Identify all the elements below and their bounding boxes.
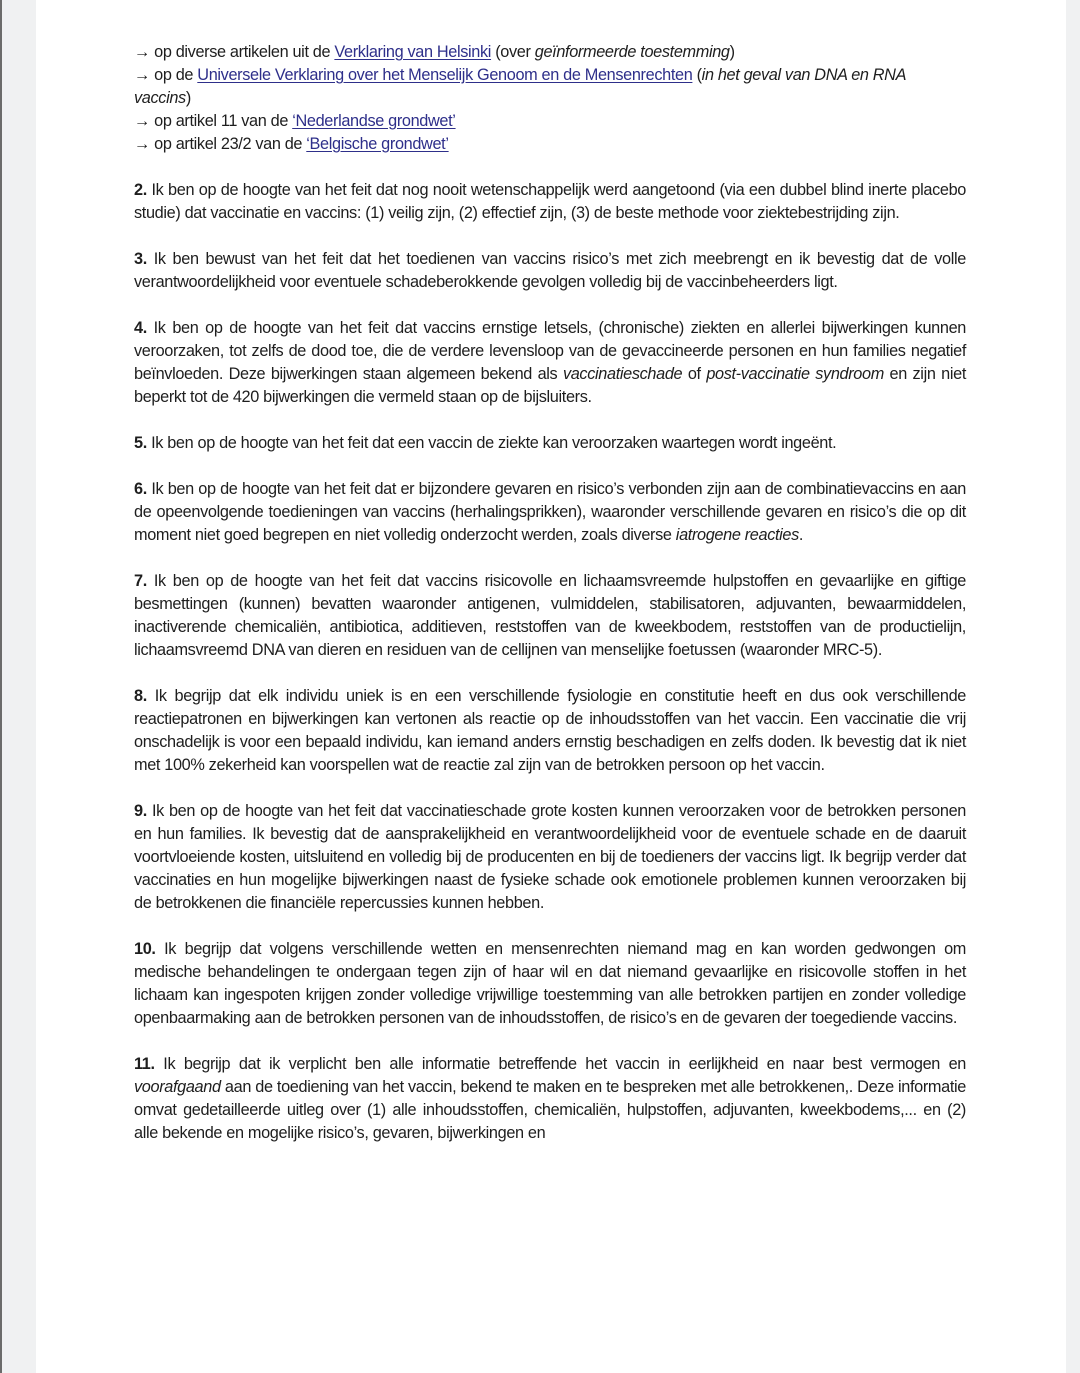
link-nederlandse-grondwet[interactable]: ‘Nederlandse grondwet’ bbox=[292, 112, 456, 130]
paragraph-9: 9. Ik ben op de hoogte van het feit dat vaccinatieschade grote kosten kunnen veroorzaken voor de betrokken personen en hun families. Ik bevestig dat de aansprakelijkheid en verantwoordelijkheid voor de eventuele schade en de daaruit voortvloeiende kosten, uitsluitend en volledig bij de producenten en bij de toedieners der vaccins ligt. Ik begrijp verder dat vaccinaties en hun mogelijke bijwerkingen naast de fysieke schade ook emotionele problemen kunnen veroorzaken bij de betrokkenen die financiële repercussies kunnen hebben. bbox=[134, 802, 966, 912]
link-universele-verklaring[interactable]: Universele Verklaring over het Menselijk Genoom en de Mensenrechten bbox=[197, 66, 693, 84]
paragraph-number: 8. bbox=[134, 687, 147, 705]
reference-line: → op de Universele Verklaring over het Menselijk Genoom en de Mensenrechten (in het geval van DNA en RNA vaccins) bbox=[134, 66, 906, 107]
reference-line: → op artikel 11 van de ‘Nederlandse grondwet’ bbox=[134, 112, 456, 130]
paragraph-2: 2. Ik ben op de hoogte van het feit dat nog nooit wetenschappelijk werd aangetoond (via een dubbel blind inerte placebo studie) dat vaccinatie en vaccins: (1) veilig zijn, (2) effectief zijn, (3) de beste methode voor ziektebestrijding zijn. bbox=[134, 181, 966, 222]
paragraph-4: 4. Ik ben op de hoogte van het feit dat vaccins ernstige letsels, (chronische) ziekten en allerlei bijwerkingen kunnen veroorzaken, tot zelfs de dood toe, die de verdere levensloop van de gevaccineerde personen en hun families negatief beïnvloeden. Deze bijwerkingen staan algemeen bekend als vaccinatieschade of post-vaccinatie syndroom en zijn niet beperkt tot de 420 bijwerkingen die vermeld staan op de bijsluiters. bbox=[134, 319, 966, 406]
viewer-edge-line bbox=[0, 0, 2, 1373]
paragraph-7: 7. Ik ben op de hoogte van het feit dat vaccins risicovolle en lichaamsvreemde hulpstoffen en gevaarlijke en giftige besmettingen (kunnen) bevatten waaronder antigenen, vulmiddelen, stabilisatoren, adjuvanten, bewaarmiddelen, inactiverende chemicaliën, antibiotica, additieven, reststoffen van de kweekbodem, reststoffen van de productielijn, lichaamsvreemd DNA van dieren en residuen van de cellijnen van menselijke foetussen (waaronder MRC-5). bbox=[134, 572, 966, 659]
link-verklaring-helsinki[interactable]: Verklaring van Helsinki bbox=[334, 43, 492, 61]
paragraph-6: 6. Ik ben op de hoogte van het feit dat er bijzondere gevaren en risico’s verbonden zijn aan de combinatievaccins en aan de opeenvolgende toedieningen van vaccins (herhalingsprikken), waaronder verschillende gevaren en risico’s die op dit moment niet goed begrepen en niet volledig onderzocht werden, zoals diverse iatrogene reacties. bbox=[134, 480, 966, 544]
arrow-icon: → bbox=[134, 43, 150, 61]
paragraph-10: 10. Ik begrijp dat volgens verschillende wetten en mensenrechten niemand mag en kan worden gedwongen om medische behandelingen te ondergaan tegen zijn of haar wil en dat niemand gevaarlijke en risicovolle stoffen in het lichaam kan ingespoten krijgen zonder volledige vrijwillige toestemming van alle betrokken partijen en zonder volledige openbaarmaking aan de betrokken personen van de inhoudsstoffen, de risico’s en de gevaren der toegediende vaccins. bbox=[134, 940, 966, 1027]
arrow-icon: → bbox=[134, 66, 150, 84]
arrow-icon: → bbox=[134, 112, 150, 130]
reference-line: → op diverse artikelen uit de Verklaring van Helsinki (over geïnformeerde toestemming) bbox=[134, 43, 735, 61]
paragraph-number: 11. bbox=[134, 1055, 155, 1073]
intro-references bbox=[134, 41, 966, 156]
paragraph-number: 3. bbox=[134, 250, 147, 268]
paragraph-number: 2. bbox=[134, 181, 147, 199]
paragraph-3: 3. Ik ben bewust van het feit dat het toedienen van vaccins risico’s met zich meebrengt en ik bevestig dat de volle verantwoordelijkheid voor eventuele schadeberokkende gevolgen volledig bij de vaccinbeheerders ligt. bbox=[134, 250, 966, 291]
paragraph-number: 7. bbox=[134, 572, 147, 590]
document-content bbox=[134, 41, 966, 1145]
reference-line: → op artikel 23/2 van de ‘Belgische grondwet’ bbox=[134, 135, 449, 153]
paragraph-number: 5. bbox=[134, 434, 147, 452]
paragraph-11: 11. Ik begrijp dat ik verplicht ben alle informatie betreffende het vaccin in eerlijkheid en naar best vermogen en voorafgaand aan de toediening van het vaccin, bekend te maken en te bespreken met alle betrokkenen,. Deze informatie omvat gedetailleerde uitleg over (1) alle inhoudsstoffen, chemicaliën, hulpstoffen, adjuvanten, kweekbodems,... en (2) alle bekende en mogelijke risico’s, gevaren, bijwerkingen en bbox=[134, 1055, 966, 1142]
paragraph-number: 4. bbox=[134, 319, 147, 337]
paragraph-8: 8. Ik begrijp dat elk individu uniek is en een verschillende fysiologie en constitutie heeft en dus ook verschillende reactiepatronen en bijwerkingen kan vertonen als reactie op de inhoudsstoffen van het vaccin. Een vaccinatie die vrij onschadelijk is voor een bepaald individu, kan iemand anders ernstig beschadigen en zelfs doden. Ik bevestig dat ik niet met 100% zekerheid kan voorspellen wat de reactie zal zijn van de betrokken persoon op het vaccin. bbox=[134, 687, 966, 774]
paragraph-5: 5. Ik ben op de hoogte van het feit dat een vaccin de ziekte kan veroorzaken waartegen wordt ingeënt. bbox=[134, 434, 837, 452]
paragraph-number: 10. bbox=[134, 940, 156, 958]
document-page bbox=[36, 0, 1066, 1373]
paragraph-number: 9. bbox=[134, 802, 147, 820]
arrow-icon: → bbox=[134, 135, 150, 153]
paragraph-number: 6. bbox=[134, 480, 147, 498]
link-belgische-grondwet[interactable]: ‘Belgische grondwet’ bbox=[306, 135, 449, 153]
